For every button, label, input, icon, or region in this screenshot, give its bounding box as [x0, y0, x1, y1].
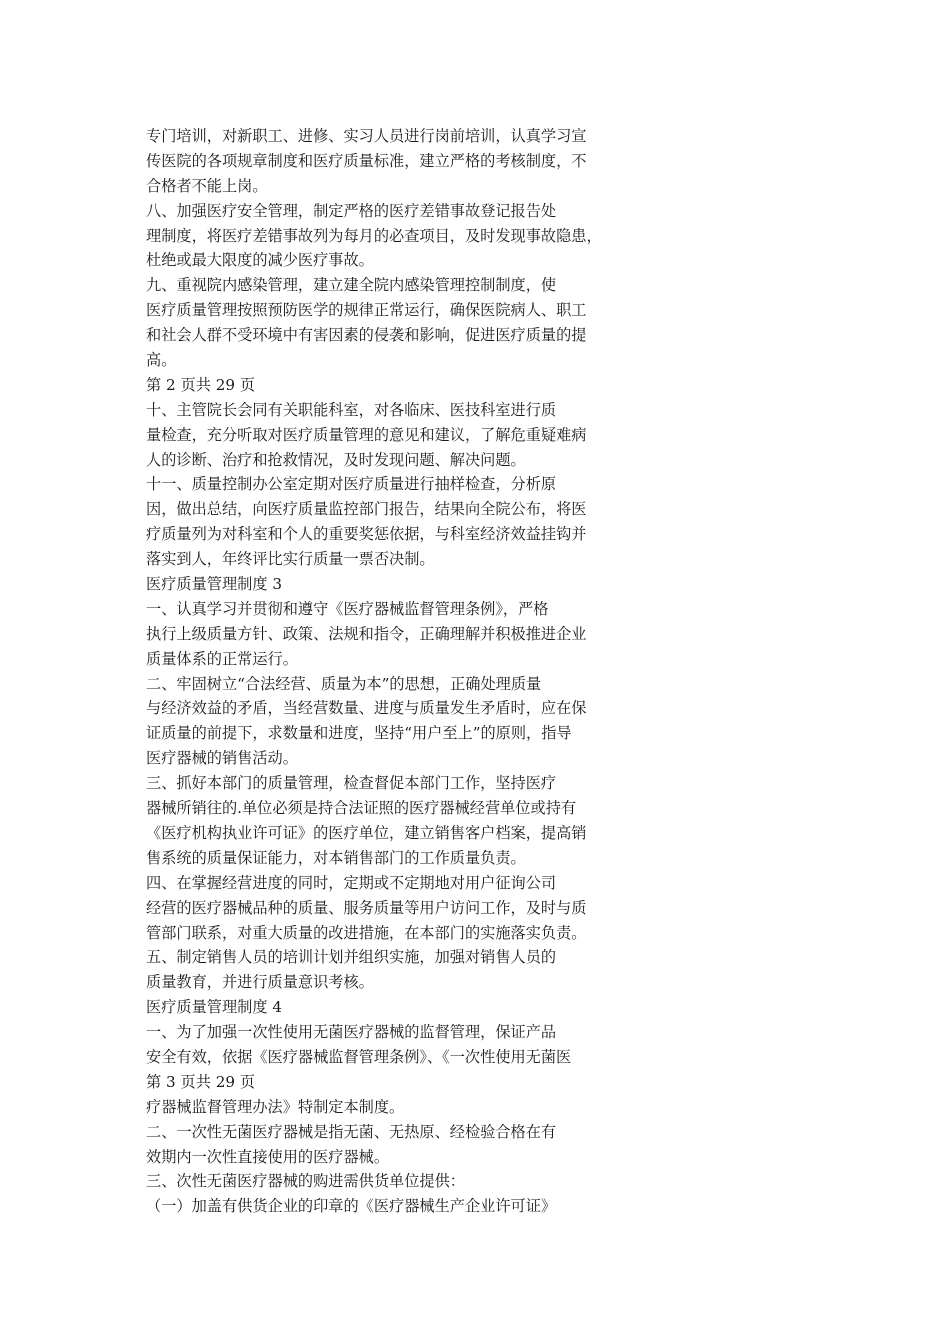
text-line: 二、牢固树立“合法经营、质量为本”的思想，正确处理质量	[146, 674, 542, 693]
text-line: 人的诊断、治疗和抢救情况，及时发现问题、解决问题。	[146, 450, 526, 469]
text-line: 器械所销往的.单位必须是持合法证照的医疗器械经营单位或持有	[146, 799, 577, 818]
text-line: 因，做出总结，向医疗质量监控部门报告，结果向全院公布，将医	[146, 500, 587, 519]
document-page	[146, 124, 646, 1219]
text-line: 八、加强医疗安全管理，制定严格的医疗差错事故登记报告处	[146, 201, 557, 220]
section-heading: 医疗质量管理制度 4	[146, 998, 282, 1017]
text-line: 合格者不能上岗。	[146, 176, 268, 195]
text-line: 高。	[146, 351, 177, 370]
text-line: 一、为了加强一次性使用无菌医疗器械的监督管理，保证产品	[146, 1023, 557, 1042]
text-line: 九、重视院内感染管理，建立建全院内感染管理控制制度，使	[146, 276, 557, 295]
text-line: 疗器械监督管理办法》特制定本制度。	[146, 1097, 405, 1116]
text-line: 《医疗机构执业许可证》的医疗单位，建立销售客户档案，提高销	[146, 823, 587, 842]
text-line: 质量教育，并进行质量意识考核。	[146, 973, 374, 992]
text-line: 一、认真学习并贯彻和遵守《医疗器械监督管理条例》，严格	[146, 599, 549, 618]
text-line: 二、一次性无菌医疗器械是指无菌、无热原、经检验合格在有	[146, 1122, 557, 1141]
text-line: 杜绝或最大限度的减少医疗事故。	[146, 251, 374, 270]
page-number: 第 3 页共 29 页	[146, 1072, 256, 1091]
text-line: 疗质量列为对科室和个人的重要奖惩依据，与科室经济效益挂钩并	[146, 525, 587, 544]
text-line: 医疗质量管理按照预防医学的规律正常运行，确保医院病人、职工	[146, 301, 587, 320]
text-line: 五、制定销售人员的培训计划并组织实施，加强对销售人员的	[146, 948, 557, 967]
text-line: 量检查，充分听取对医疗质量管理的意见和建议，了解危重疑难病	[146, 425, 587, 444]
text-line: 效期内一次性直接使用的医疗器械。	[146, 1147, 389, 1166]
text-line: 安全有效，依据《医疗器械监督管理条例》、《一次性使用无菌医	[146, 1047, 572, 1066]
text-line: 三、次性无菌医疗器械的购进需供货单位提供：	[146, 1172, 465, 1191]
text-line: 医疗器械的销售活动。	[146, 749, 298, 768]
text-line: 经营的医疗器械品种的质量、服务质量等用户访问工作，及时与质	[146, 898, 587, 917]
page-number: 第 2 页共 29 页	[146, 375, 256, 394]
text-line: 落实到人，年终评比实行质量一票否决制。	[146, 550, 435, 569]
text-line: 质量体系的正常运行。	[146, 649, 298, 668]
text-line: 管部门联系，对重大质量的改进措施，在本部门的实施落实负责。	[146, 923, 587, 942]
text-line: 三、抓好本部门的质量管理，检查督促本部门工作，坚持医疗	[146, 774, 557, 793]
text-line: 与经济效益的矛盾，当经营数量、进度与质量发生矛盾时，应在保	[146, 699, 587, 718]
text-line: 专门培训，对新职工、进修、实习人员进行岗前培训，认真学习宣	[146, 127, 587, 145]
text-line: 传医院的各项规章制度和医疗质量标准，建立严格的考核制度，不	[146, 151, 587, 170]
text-line: （一）加盖有供货企业的印章的《医疗器械生产企业许可证》	[146, 1197, 557, 1216]
text-line: 十一、质量控制办公室定期对医疗质量进行抽样检查，分析原	[146, 475, 557, 494]
section-heading: 医疗质量管理制度 3	[146, 575, 282, 594]
text-line: 和社会人群不受环境中有害因素的侵袭和影响，促进医疗质量的提	[146, 326, 587, 345]
text-line: 售系统的质量保证能力，对本销售部门的工作质量负责。	[146, 848, 526, 867]
text-line: 十、主管院长会同有关职能科室，对各临床、医技科室进行质	[146, 400, 557, 419]
text-line: 理制度，将医疗差错事故列为每月的必查项目，及时发现事故隐患，	[146, 226, 602, 245]
text-line: 执行上级质量方针、政策、法规和指令，正确理解并积极推进企业	[146, 624, 587, 643]
text-line: 证质量的前提下，求数量和进度，坚持“用户至上”的原则，指导	[146, 724, 572, 743]
text-line: 四、在掌握经营进度的同时，定期或不定期地对用户征询公司	[146, 873, 557, 892]
